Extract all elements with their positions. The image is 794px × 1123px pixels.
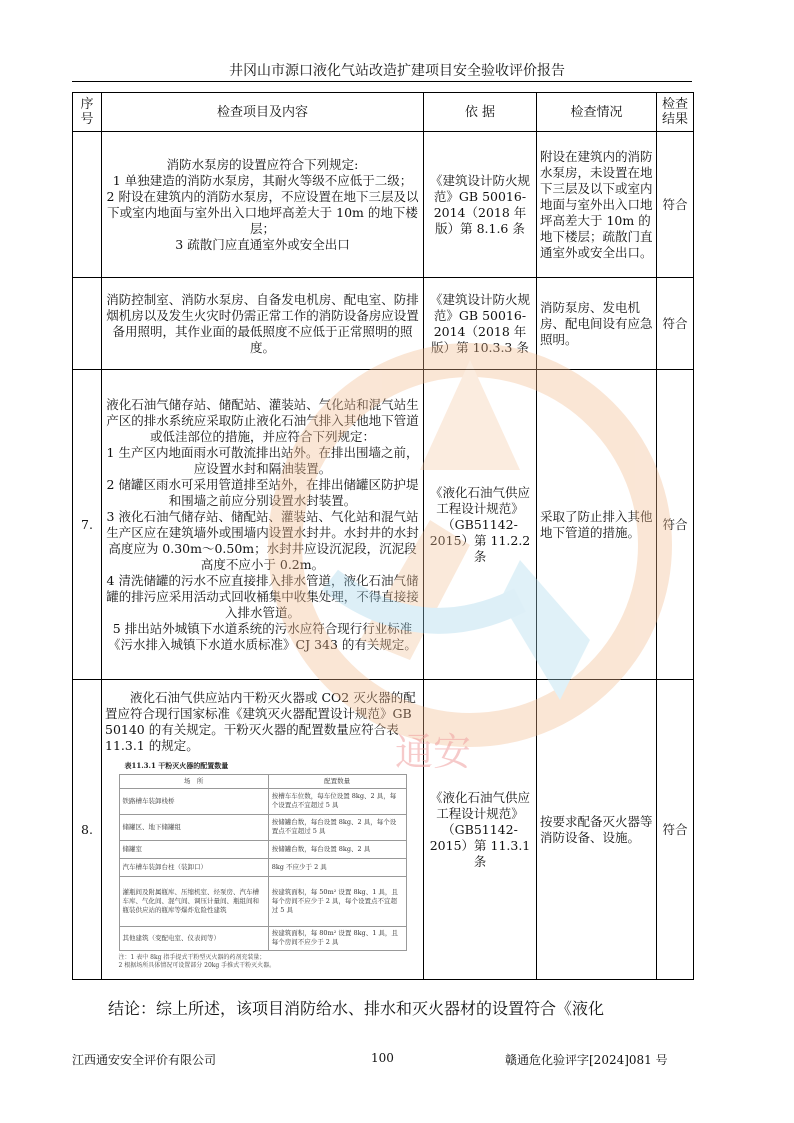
fig-cell: 按建筑面积，每 50m² 设置 8kg、1 具，且每个房间不应少于 2 具，每个设置点不宜超过 5 具 (268, 876, 406, 926)
row-status: 采取了防止排入其他地下管道的措施。 (537, 370, 657, 680)
row-no (73, 132, 102, 278)
header-result-line1: 检查 (661, 97, 688, 112)
row-item (102, 680, 424, 980)
item-line: 1 生产区内地面雨水可散流排出站外。在排出围墙之前，应设置水封和隔油装置。 (106, 444, 419, 476)
fig-cell: 灌瓶间及附属瓶库、压缩机室、烃泵房、汽车槽车库、气化间、混气间、调压计量间、瓶组间和瓶装供应站的瓶库等爆炸危险性建筑 (119, 876, 268, 926)
footer-doc-number: 赣通危化验评字[2024]081 号 (505, 1053, 668, 1067)
footer-page-number: 100 (371, 1051, 394, 1065)
item-line: 消防控制室、消防水泵房、自备发电机房、配电室、防排烟机房以及发生火灾时仍需正常工作的消防设备房应设置备用照明，其作业面的最低照度不应低于正常照明的照度。 (106, 291, 419, 355)
row-item (102, 370, 424, 680)
fig-cell: 汽车槽车装卸台柱（装卸口） (119, 858, 268, 876)
figure-notes (119, 954, 407, 970)
header-rule (72, 81, 692, 82)
row-basis: 《建筑设计防火规范》GB 50016-2014（2018 年版）第 8.1.6 条 (424, 132, 537, 278)
row-no: 8. (73, 680, 102, 980)
row-result: 符合 (657, 680, 694, 980)
item-line: 2 储罐区雨水可采用管道排至站外，在排出储罐区防护堤和围墙之前应分别设置水封装置。 (106, 476, 419, 508)
row-result: 符合 (657, 370, 694, 680)
item-line: 4 清洗储罐的污水不应直接排入排水管道，液化石油气储罐的排污应采用活动式回收桶集中收集处理，不得直接接入排水管道。 (106, 572, 419, 620)
fig-header-qty: 配置数量 (268, 774, 406, 788)
figure-note: 2 根据场所具体情况可设置部分 20kg 手推式干粉灭火器。 (118, 961, 276, 969)
item-line: 5 排出站外城镇下水道系统的污水应符合现行行业标准《污水排入城镇下水道水质标准》CJ 343 的有关规定。 (108, 620, 417, 652)
row-status: 消防泵房、发电机房、配电间设有应急照明。 (537, 278, 657, 370)
inspection-table (72, 92, 694, 980)
row-status: 附设在建筑内的消防水泵房，未设置在地下三层及以下或室内地面与室外出入口地坪高差大于 10m 的地下楼层；疏散门直通室外或安全出口。 (537, 132, 657, 278)
header-item: 检查项目及内容 (102, 93, 424, 132)
item-line: 3 疏散门应直通室外或安全出口 (175, 236, 350, 252)
table-row (73, 680, 694, 980)
header-result-line2: 结果 (661, 112, 688, 127)
row-basis: 《液化石油气供应工程设计规范》（GB51142-2015）第 11.3.1 条 (424, 680, 537, 980)
embedded-table-figure (119, 758, 407, 970)
fig-cell: 储罐室 (119, 840, 268, 858)
fig-cell: 其他建筑（变配电室、仪表间等） (119, 926, 268, 950)
row-no (73, 278, 102, 370)
row-result: 符合 (657, 278, 694, 370)
row-item (102, 278, 424, 370)
fig-cell: 铁路槽车装卸栈桥 (119, 788, 268, 814)
fig-header-place: 场 所 (119, 774, 268, 788)
row-item (102, 132, 424, 278)
table-row (73, 370, 694, 680)
page-header-title: 井冈山市源口液化气站改造扩建项目安全验收评价报告 (229, 63, 565, 79)
header-no: 序号 (73, 93, 102, 132)
fig-cell: 按建筑面积，每 80m² 设置 8kg、1 具，且每个房间不应少于 2 具 (268, 926, 406, 950)
figure-note: 注：1 表中 8kg 指手提式干粉型灭火器的药剂充装量； (118, 953, 266, 961)
item-line: 3 液化石油气储存站、储配站、灌装站、气化站和混气站生产区应在建筑墙外或围墙内设置水封井。水封井的水封高度应为 0.30m～0.50m；水封井应设沉泥段，沉泥段高度不应小于 0.2m。 (106, 508, 419, 572)
row-basis: 《建筑设计防火规范》GB 50016-2014（2018 年版）第 10.3.3 条 (424, 278, 537, 370)
item-line: 液化石油气储存站、储配站、灌装站、气化站和混气站生产区的排水系统应采取防止液化石油气排入其他地下管道或低洼部位的措施，并应符合下列规定： (106, 396, 419, 444)
table-row (73, 278, 694, 370)
item-line: 液化石油气供应站内干粉灭火器或 CO2 灭火器的配置应符合现行国家标准《建筑灭火器配置设计规范》GB 50140 的有关规定。干粉灭火器的配置数量应符合表 11.3.1 的规定。 (105, 689, 416, 753)
fig-cell: 储罐区、地下储罐组 (119, 814, 268, 840)
fig-cell: 8kg 不应少于 2 具 (268, 858, 406, 876)
watermark-text: 通安 (395, 730, 472, 774)
footer-company: 江西通安安全评价有限公司 (72, 1053, 217, 1067)
row-no: 7. (73, 370, 102, 680)
header-result (657, 93, 694, 132)
row-basis: 《液化石油气供应工程设计规范》（GB51142-2015）第 11.2.2 条 (424, 370, 537, 680)
row-status: 按要求配备灭火器等消防设备、设施。 (537, 680, 657, 980)
figure-title: 表11.3.1 干粉灭火器的配置数量 (124, 760, 229, 770)
fig-cell: 按储罐台数，每台设置 8kg、2 具 (268, 840, 406, 858)
table-header-row (73, 93, 694, 132)
fig-cell: 按储罐台数，每台设置 8kg、2 具，每个设置点不宜超过 5 具 (268, 814, 406, 840)
row-result: 符合 (657, 132, 694, 278)
item-line: 2 附设在建筑内的消防水泵房，不应设置在地下三层及以下或室内地面与室外出入口地坪高差大于 10m 的地下楼层； (106, 188, 419, 236)
table-row (73, 132, 694, 278)
item-line: 消防水泵房的设置应符合下列规定: (166, 156, 359, 172)
header-status: 检查情况 (537, 93, 657, 132)
item-line: 1 单独建造的消防水泵房，其耐火等级不应低于二级； (112, 172, 413, 188)
header-basis: 依 据 (424, 93, 537, 132)
conclusion-text: 结论：综上所述，该项目消防给水、排水和灭火器材的设置符合《液化 (108, 999, 605, 1018)
extinguisher-config-table (119, 774, 407, 951)
fig-cell: 按槽车车位数，每车位设置 8kg、2 具，每个设置点不宜超过 5 具 (268, 788, 406, 814)
